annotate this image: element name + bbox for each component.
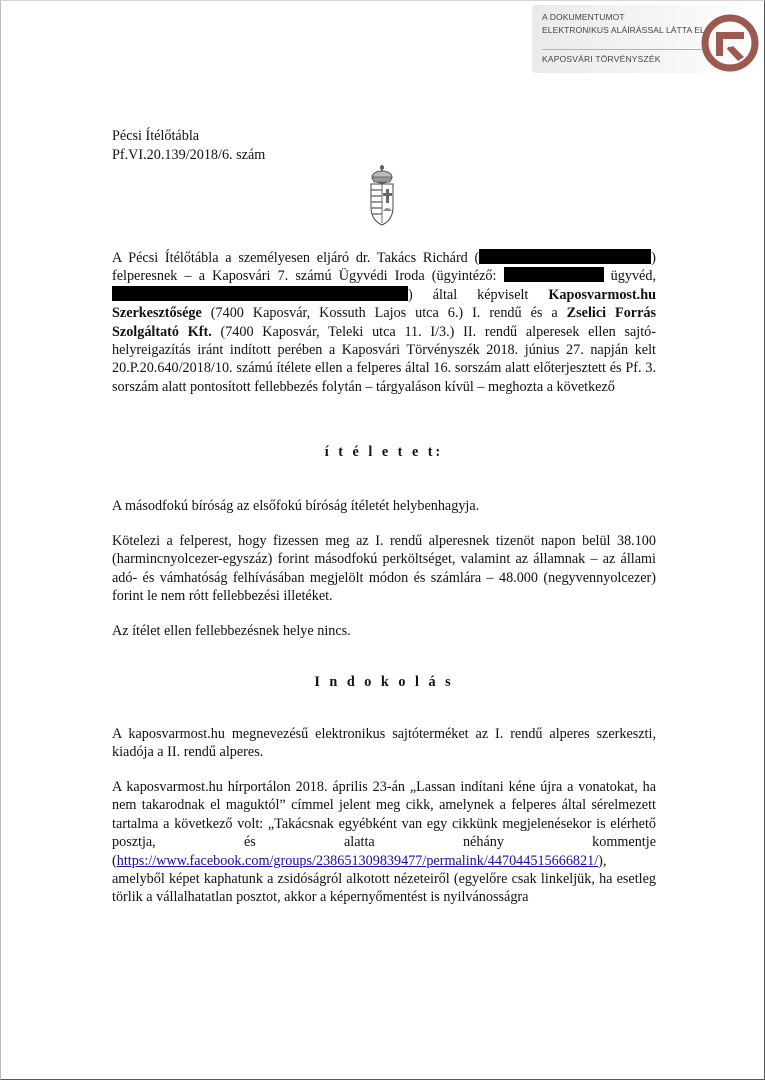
intro-text-3: ügyvéd, [603,268,656,285]
facebook-link[interactable]: https://www.facebook.com/groups/238651309839477/permalink/447044515666821/ [116,852,599,869]
intro-text-1: A Pécsi Ítélőtábla a személyesen eljáró dr. Takács Richárd ( [112,250,480,266]
coat-of-arms-icon [367,165,397,227]
stamp-text [542,11,707,37]
case-number: Pf.VI.20.139/2018/6. szám [112,147,266,163]
reasoning-paragraph-2 [112,778,656,907]
judgment-title: í t é l e t e t: [324,444,444,460]
reasoning-text-1: A kaposvarmost.hu hírportálon 2018. április 23-án „Lassan indítani kéne újra a vonatokat, ha nem takarodnak el maguktól” címmel jelent meg cikk, amelynek a felperes által sérelmezett tartalma a következő volt: „Takácsnak egyébként van egy cikkünk megjelenésekor is elérhető posztja, és alatta néhány kommentje ( [112,779,656,869]
intro-text-6: (7400 Kaposvár, Teleki utca 11. I/3.) II. rendű alperesek ellen sajtó-helyreigazítás iránt indított perében a Kaposvári Törvényszék 2018. június 27. napján kelt 20.P.20.640/2018/10. számú ítélete ellen a felperes által 16. sorszám alatt előterjesztett és Pf. 3. sorszám alatt pontosított fellebbezés folytán – tárgyaláson kívül – meghozta a következő [112,323,656,395]
reasoning-paragraph-1: A kaposvarmost.hu megnevezésű elektronikus sajtóterméket az I. rendű alperes szerkeszti, kiadója a II. rendű alperes. [112,726,656,761]
judgment-paragraph-3: Az ítélet ellen fellebbezésnek helye nincs. [112,623,351,639]
signature-stamp [532,5,764,73]
stamp-line1: A DOKUMENTUMOT [542,12,625,22]
intro-paragraph [112,249,656,396]
reasoning-text-2: ), amelyből képet kaphatunk a zsidóságról alkotott nézeteiről (egyelőre csak linkeljük, ha esetleg törlik a vállalhatatlan posztot, akkor a képernyőmentést is nyilvánosságra [112,852,656,906]
redaction-block [112,286,408,301]
judgment-paragraph-2: Kötelezi a felperest, hogy fizessen meg az I. rendű alperesnek tizenöt napon belül 38.100 (harmincnyolcezer-egyszáz) forint másodfokú perköltséget, valamint az államnak – az állami adó- és vámhatóság felhívásában megjelölt módon és számlára – 48.000 (negyvennyolcezer) forint le nem rótt fellebbezési illetéket. [112,533,656,605]
reasoning-title: I n d o k o l á s [314,674,454,690]
judgment-paragraph-1: A másodfokú bíróság az elsőfokú bíróság ítéletét helybenhagyja. [112,498,480,514]
defendant-1: Kaposvarmost.hu Szerkesztősége [112,286,656,322]
stamp-divider [542,49,707,50]
intro-text-2: ) felperesnek – a Kaposvári 7. számú Ügyvédi Iroda (ügyintéző: [112,250,656,285]
redaction-block [479,249,651,264]
stamp-court: KAPOSVÁRI TÖRVÉNYSZÉK [542,54,661,64]
redaction-block [504,267,604,282]
document-header [112,127,265,165]
court-name: Pécsi Ítélőtábla [112,128,200,144]
intro-text-5: (7400 Kaposvár, Kossuth Lajos utca 6.) I. rendű és a [201,305,567,322]
intro-text-4: ) által képviselt [408,286,549,303]
court-logo-icon [700,13,760,73]
defendant-2: Zselici Forrás Szolgáltató Kft. [112,305,656,340]
stamp-line2: ELEKTRONIKUS ALÁÍRÁSSAL LÁTTA EL: [542,25,708,35]
